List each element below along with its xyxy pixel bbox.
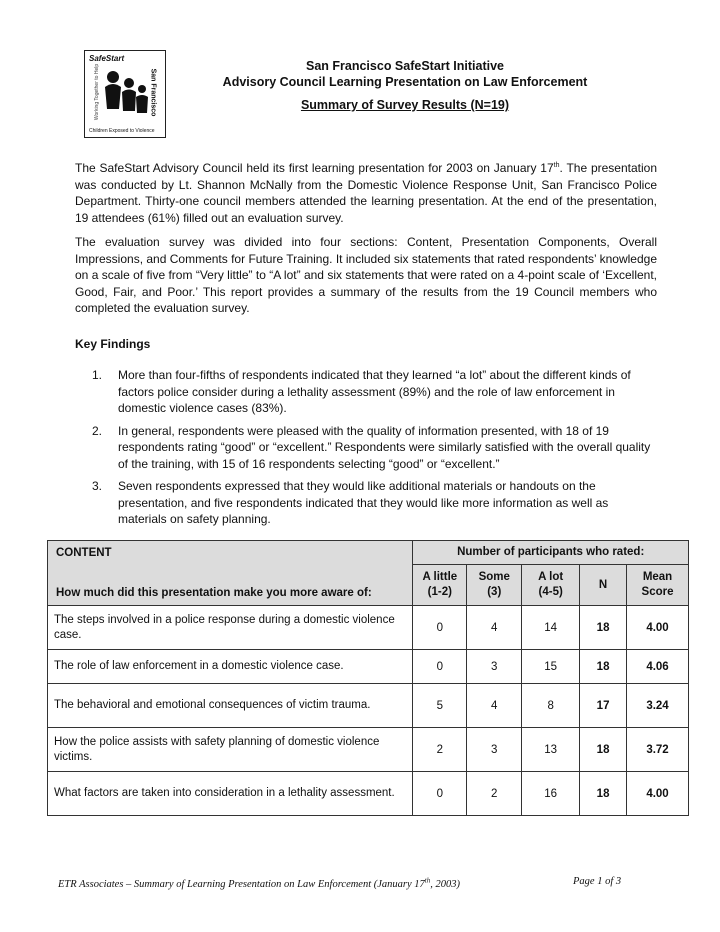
intro-paragraph-2: The evaluation survey was divided into four sections: Content, Presentation Components, Overall Impressions, and Comments for Future Training. It included six statements that rated respondents’ knowledge on a scale of five from “Very little” to “A lot” and six statements that were rated on a 4-point scale of ‘Excellent, Good, Fair, and Poor.’ This report provides a summary of the results from the 19 Council members who completed the evaluation survey. <box>75 235 657 315</box>
footer-citation: ETR Associates – Summary of Learning Presentation on Law Enforcement (January 17th, 2003) <box>58 876 460 890</box>
logo-brand-text: SafeStart <box>89 54 125 63</box>
list-item: 2. In general, respondents were pleased with the quality of information presented, with 18 of 19 respondents rating “good” or “excellent.” Respondents were similarly satisfied with the overall quality of the training, with 15 of 16 respondents selecting “good” or “excellent.” <box>92 423 651 471</box>
col-header-a-little: A little (1-2) <box>413 565 467 606</box>
list-item: 1. More than four-fifths of respondents indicated that they learned “a lot” about the different kinds of factors police consider during a lethality assessment (89%) and the role of law enforcement in domestic violence cases (83%). <box>92 368 631 415</box>
safestart-logo <box>84 50 166 138</box>
col-header-mean: Mean Score <box>627 565 689 606</box>
table-group-header: Number of participants who rated: <box>413 541 689 565</box>
intro-paragraph-1: The SafeStart Advisory Council held its first learning presentation for 2003 on January 17th. The presentation was conducted by Lt. Shannon McNally from the Domestic Violence Response Unit, San Francisco Police Department. Thirty-one council members attended the learning presentation. At the end of the presentation, 19 attendees (61%) filled out an evaluation survey. <box>75 161 658 225</box>
table-section-header: CONTENT How much did this presentation make you more aware of: <box>48 541 413 606</box>
survey-results-table <box>47 540 689 816</box>
doc-title-line1: San Francisco SafeStart Initiative <box>306 59 504 73</box>
col-header-a-lot: A lot (4-5) <box>522 565 580 606</box>
doc-title-line2: Advisory Council Learning Presentation on Law Enforcement <box>222 75 588 89</box>
page-footer <box>58 876 658 890</box>
logo-side-text: San Francisco <box>149 68 157 117</box>
list-item: 3. Seven respondents expressed that they would like additional materials or handouts on the presentation, and five respondents indicated that they would like more information as well as materials on safety planning. <box>92 479 609 526</box>
table-row: The behavioral and emotional consequences of victim trauma. 5 4 8 17 3.24 <box>48 684 689 728</box>
page-number: Page 1 of 3 <box>573 876 622 887</box>
logo-bottom-text: Children Exposed to Violence <box>89 128 155 134</box>
family-figures-icon <box>99 65 153 121</box>
logo-left-text: Working Together to Help <box>94 63 101 121</box>
doc-subtitle: Summary of Survey Results (N=19) <box>300 98 510 112</box>
table-row: How the police assists with safety planning of domestic violence victims. 2 3 13 18 3.72 <box>48 728 689 772</box>
table-row: The steps involved in a police response during a domestic violence case. 0 4 14 18 4.00 <box>48 606 689 650</box>
table-row: The role of law enforcement in a domestic violence case. 0 3 15 18 4.06 <box>48 650 689 684</box>
table-question-header: How much did this presentation make you more aware of: <box>56 587 372 599</box>
table-row: What factors are taken into consideration in a lethality assessment. 0 2 16 18 4.00 <box>48 772 689 816</box>
key-findings-heading: Key Findings <box>75 337 151 351</box>
key-findings-list <box>92 367 652 534</box>
col-header-n: N <box>580 565 627 606</box>
col-header-some: Some (3) <box>467 565 522 606</box>
